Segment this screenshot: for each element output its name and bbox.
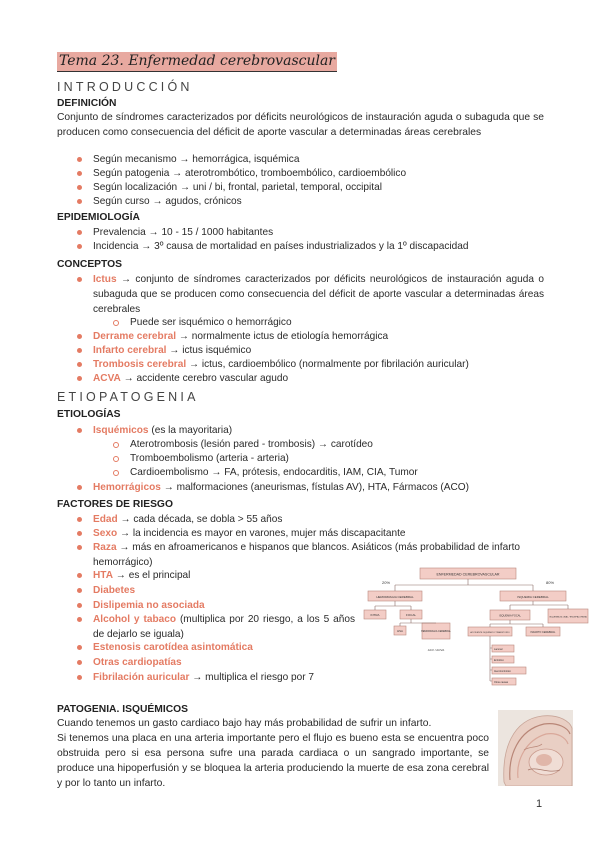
section-introduccion: INTRODUCCIÓN [57,80,193,94]
heading-factores: FACTORES DE RIESGO [57,499,173,510]
heading-definicion: DEFINICIÓN [57,98,117,109]
diagram-label-hem: HEMORRAGIA CEREBRAL [376,595,414,599]
patogenia-p2: Si tenemos una placa en una arteria importante pero el flujo es bueno esta se encuentra poco obstruida pero si esa persona sufre una parada cardiaca o un sangrado importante, se produce una hipoperfusión y se bloquea la arteria produciendo la muerte de esa zona cerebral y por lo tanto un infarto. [57,733,489,789]
diagram-label-left: 20% [382,580,391,585]
heading-epidemiologia: EPIDEMIOLOGÍA [57,212,140,223]
heading-conceptos: CONCEPTOS [57,259,123,270]
section-etiopatogenia: ETIOPATOGENIA [57,390,199,404]
diagram-label-intra: INTRA [370,613,380,617]
diagram-label-hsa: HSA [397,629,403,633]
patogenia-p1: Cuando tenemos un gasto cardiaco bajo hay más probabilidad de sufrir un infarto. [57,718,432,729]
diagram-label-isq: ISQUEMIA CEREBRAL [517,595,549,599]
diagram-label-isq-global: ISQUEMIA GLOBAL / ENCEFALOPATÍA [549,616,587,619]
diagram-label-right: 80% [546,580,555,585]
diagram-label-lacunar: Lacunar [494,648,503,651]
classification-diagram [360,565,590,693]
brain-section-image [498,710,573,786]
heading-etiologias: ETIOLOGÍAS [57,409,121,420]
diagram-label-ait: ACCIDENTE ISQUÉMICO TRANSITORIO [470,632,510,634]
diagram-label-note: ACV / ACVA [427,648,445,652]
page-number: 1 [536,798,543,810]
page-title: Tema 23. Enfermedad cerebrovascular [57,52,337,72]
diagram-label-focal: FOCAL [405,613,417,617]
diagram-label-infarto: INFARTO CEREBRAL [530,631,556,634]
diagram-label-atero: Aterotrombótico [494,670,511,673]
diagram-label-hem-cer: HEMORRAGIA CEREBRAL [421,630,451,633]
diagram-label-root: ENFERMEDAD CEREBROVASCULAR [436,572,500,577]
diagram-label-otras: Otras causas [494,681,509,684]
diagram-label-isq-focal: ISQUEMIA FOCAL [499,614,521,618]
definicion-text: Conjunto de síndromes caracterizados por déficits neurológicos de instauración aguda o subaguda que se producen como consecuencia del déficit de aporte vascular a determinadas áreas cerebrales [57,112,544,138]
diagram-label-embolico: Embólico [494,659,504,662]
heading-patogenia: PATOGENIA. ISQUÉMICOS [57,704,189,715]
